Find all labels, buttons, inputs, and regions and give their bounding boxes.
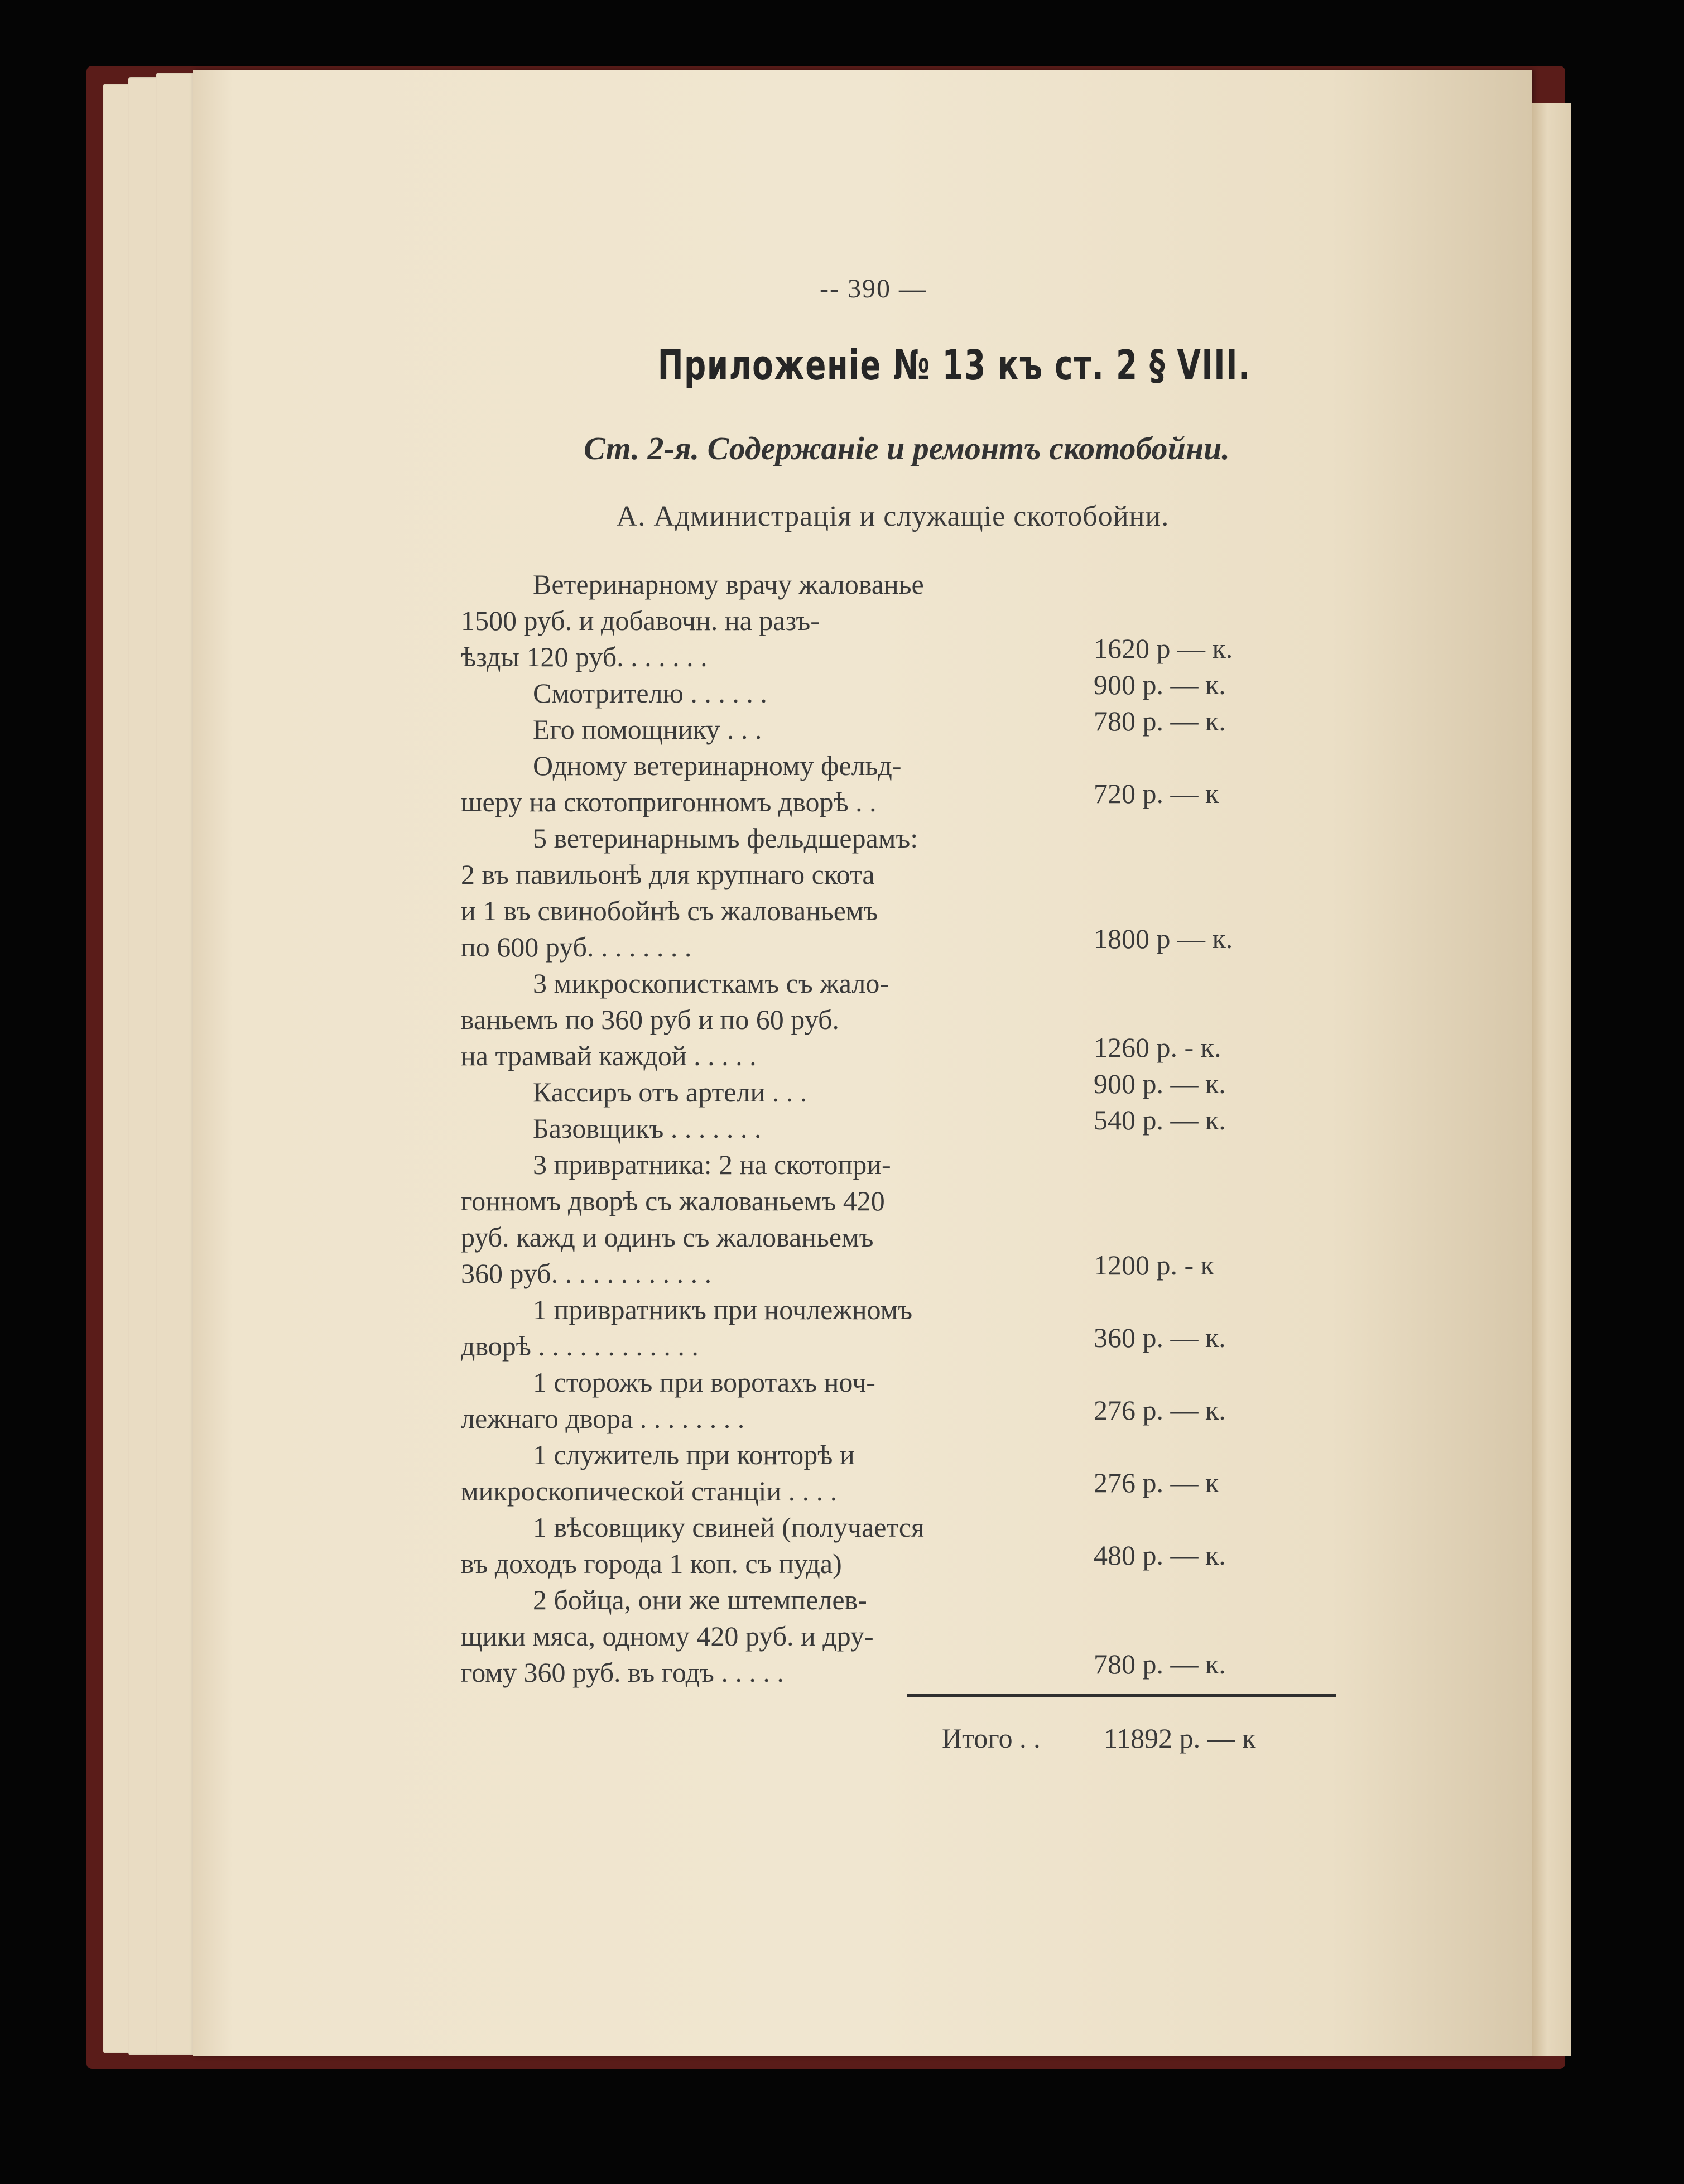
entry-line: микроскопической станціи . . . .: [461, 1475, 838, 1507]
section-heading: А. Администрація и служащіе скотобойни.: [616, 501, 1170, 532]
amount-value: 720 р. — к: [1094, 778, 1219, 809]
amount-value: 1260 р. - к.: [1094, 1032, 1221, 1063]
entry-line: дворѣ . . . . . . . . . . . .: [461, 1330, 699, 1362]
entry-line: Кассиръ отъ артели . . .: [533, 1076, 807, 1108]
amount-value: 276 р. — к.: [1094, 1394, 1226, 1426]
entry-line: Смотрителю . . . . . .: [533, 677, 767, 709]
amount-value: 780 р. — к.: [1094, 1648, 1226, 1680]
entry-line: 5 ветеринарнымъ фельдшерамъ:: [533, 822, 918, 854]
entry-line: щики мяса, одному 420 руб. и дру-: [461, 1620, 874, 1652]
total-label: Итого . .: [942, 1723, 1041, 1754]
amount-value: 1800 р — к.: [1094, 923, 1233, 954]
entry-line: 1 привратникъ при ночлежномъ: [533, 1294, 913, 1325]
amount-value: 276 р. — к: [1094, 1467, 1219, 1498]
entry-line: лежнаго двора . . . . . . . .: [461, 1403, 745, 1434]
appendix-title: Приложеніе № 13 къ ст. 2 § VIII.: [657, 341, 1251, 389]
amount-value: 900 р. — к.: [1094, 1068, 1226, 1099]
facing-page-edge: [1532, 103, 1571, 2056]
entry-line: въ доходъ города 1 коп. съ пуда): [461, 1548, 842, 1579]
total-rule: [907, 1694, 1336, 1697]
entry-line: 2 бойца, они же штемпелев-: [533, 1584, 867, 1615]
amount-value: 480 р. — к.: [1094, 1540, 1226, 1571]
amount-value: 540 р. — к.: [1094, 1104, 1226, 1136]
entry-line: 3 микроскописткамъ съ жало-: [533, 968, 889, 999]
entry-line: 360 руб. . . . . . . . . . . .: [461, 1258, 712, 1289]
entry-line: ваньемъ по 360 руб и по 60 руб.: [461, 1004, 839, 1035]
entry-line: 3 привратника: 2 на скотопри-: [533, 1149, 891, 1180]
amount-value: 1200 р. - к: [1094, 1249, 1214, 1281]
entry-line: Одному ветеринарному фельд-: [533, 750, 902, 781]
entry-line: 2 въ павильонѣ для крупнаго скота: [461, 859, 875, 890]
total-amount: 11892 р. — к: [1104, 1723, 1256, 1754]
amount-value: 360 р. — к.: [1094, 1322, 1226, 1353]
entry-line: Его помощнику . . .: [533, 714, 762, 745]
entry-line: 1 сторожъ при воротахъ ноч-: [533, 1367, 875, 1398]
entry-line: ѣзды 120 руб. . . . . . .: [461, 641, 708, 672]
entry-line: 1 служитель при конторѣ и: [533, 1439, 855, 1470]
entry-line: гонномъ дворѣ съ жалованьемъ 420: [461, 1185, 885, 1216]
entry-line: на трамвай каждой . . . . .: [461, 1040, 757, 1071]
entry-line: руб. кажд и одинъ съ жалованьемъ: [461, 1221, 874, 1253]
entry-line: 1 вѣсовщику свиней (получается: [533, 1512, 925, 1543]
entry-line: Базовщикъ . . . . . . .: [533, 1113, 762, 1144]
entry-line: Ветеринарному врачу жалованье: [533, 569, 924, 600]
amount-value: 900 р. — к.: [1094, 669, 1226, 700]
entry-line: 1500 руб. и добавочн. на разъ-: [461, 605, 820, 636]
section-subtitle: Ст. 2-я. Содержаніе и ремонтъ скотобойни.: [584, 430, 1230, 466]
amount-value: 780 р. — к.: [1094, 705, 1226, 737]
entry-line: по 600 руб. . . . . . . .: [461, 931, 692, 963]
entry-line: шеру на скотопригонномъ дворѣ . .: [461, 786, 877, 817]
page-number: -- 390 —: [820, 274, 927, 304]
entry-line: и 1 въ свинобойнѣ съ жалованьемъ: [461, 895, 878, 926]
entry-line: гому 360 руб. въ годъ . . . . .: [461, 1657, 784, 1688]
amount-value: 1620 р — к.: [1094, 633, 1233, 664]
